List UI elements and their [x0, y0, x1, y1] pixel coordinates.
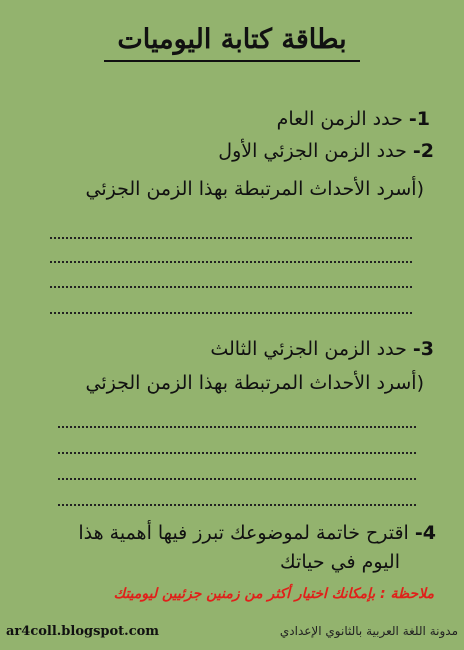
answer-line [50, 312, 412, 314]
title-underline [104, 60, 360, 62]
question-3 [210, 338, 434, 360]
question-2-instruction: (أسرد الأحداث المرتبطة بهذا الزمن الجزئي [85, 178, 424, 200]
card-title: بطاقة كتابة اليوميات [117, 24, 347, 55]
answer-line [58, 426, 416, 428]
question-2-text: حدد الزمن الجزئي الأول [218, 140, 407, 162]
question-3-instruction: (أسرد الأحداث المرتبطة بهذا الزمن الجزئي [85, 372, 424, 394]
question-3-text: حدد الزمن الجزئي الثالث [210, 338, 407, 360]
question-4 [78, 522, 436, 544]
answer-line [50, 261, 412, 263]
answer-line [50, 286, 412, 288]
question-2-number: 2- [412, 140, 434, 162]
question-1-number: 1- [408, 108, 430, 130]
question-2 [218, 140, 434, 162]
answer-line [58, 478, 416, 480]
question-4-text-line2: اليوم في حياتك [280, 551, 400, 573]
question-4-number: 4- [414, 522, 436, 544]
answer-line [58, 504, 416, 506]
footer-blog-name: مدونة اللغة العربية بالثانوي الإعدادي [279, 624, 458, 638]
answer-line [58, 452, 416, 454]
question-3-number: 3- [412, 338, 434, 360]
note-text: ملاحظة : بإمكانك اختيار أكثر من زمنين جزئيين ليوميتك [113, 586, 434, 602]
answer-line [50, 237, 412, 239]
question-1 [277, 108, 430, 130]
footer-site-url: ar4coll.blogspot.com [6, 624, 160, 639]
question-4-text-line1: اقترح خاتمة لموضوعك تبرز فيها أهمية هذا [78, 522, 409, 544]
question-1-text: حدد الزمن العام [276, 108, 403, 130]
